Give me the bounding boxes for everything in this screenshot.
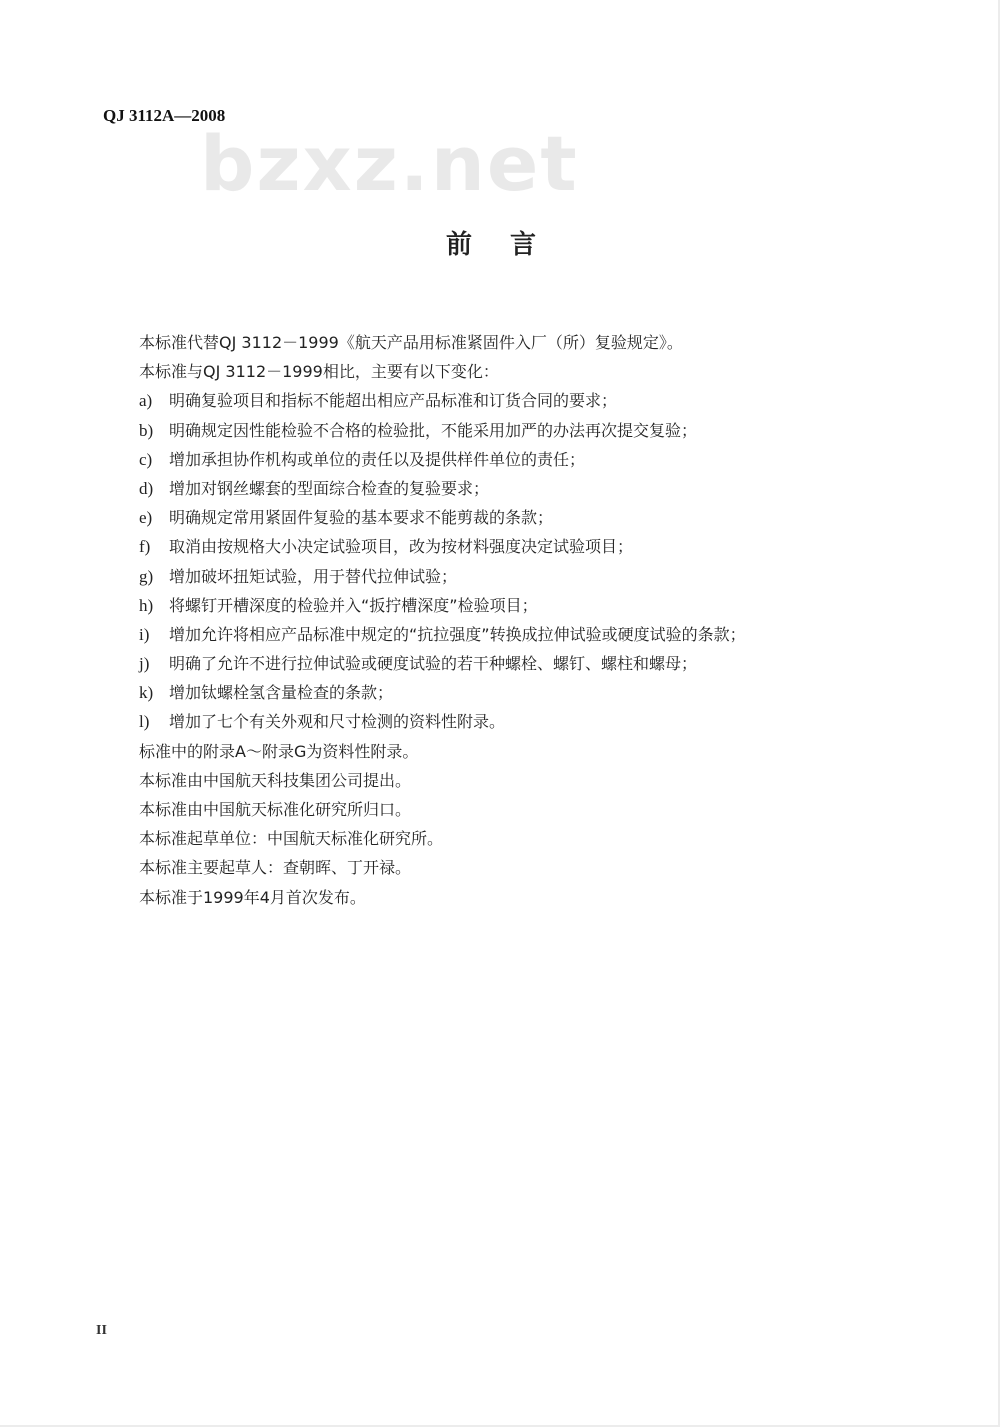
list-marker: h) [139, 595, 154, 615]
list-marker: l) [139, 712, 150, 732]
list-marker: k) [139, 683, 154, 703]
intro-paragraph-2: 本标准与QJ 3112－1999相比，主要有以下变化： [139, 362, 499, 382]
list-marker: f) [139, 537, 151, 557]
list-marker: b) [139, 420, 154, 440]
list-marker: a) [139, 391, 153, 411]
change-item-j [139, 649, 859, 678]
list-item-text: 增加了七个有关外观和尺寸检测的资料性附录。 [169, 712, 506, 732]
list-marker: c) [139, 449, 153, 469]
list-marker: i) [139, 624, 150, 644]
list-item-text: 增加破坏扭矩试验，用于替代拉伸试验； [169, 566, 458, 586]
list-item-text: 将螺钉开槽深度的检验并入“扳拧槽深度”检验项目； [169, 595, 538, 615]
section-title [446, 224, 536, 261]
change-item-h [139, 591, 859, 620]
change-item-g [139, 562, 859, 591]
list-item-text: 增加钛螺栓氢含量检查的条款； [169, 683, 394, 703]
change-item-k [139, 678, 859, 707]
proposer-note: 本标准由中国航天科技集团公司提出。 [139, 770, 412, 790]
list-marker: j) [139, 654, 150, 674]
change-item-e [139, 503, 859, 532]
document-code: QJ 3112A—2008 [103, 106, 226, 125]
change-item-c [139, 445, 859, 474]
change-item-b [139, 416, 859, 445]
title-char-1: 前 [446, 230, 473, 260]
change-item-f [139, 532, 859, 561]
change-item-d [139, 474, 859, 503]
list-item-text: 明确规定因性能检验不合格的检验批，不能采用加严的办法再次提交复验； [169, 420, 698, 440]
change-item-l [139, 707, 859, 736]
appendix-note: 标准中的附录A～附录G为资料性附录。 [139, 741, 419, 761]
list-marker: d) [139, 478, 154, 498]
list-item-text: 取消由按规格大小决定试验项目，改为按材料强度决定试验项目； [169, 537, 634, 557]
drafters-note: 本标准主要起草人：查朝晖、丁开禄。 [139, 858, 412, 878]
list-item-text: 增加允许将相应产品标准中规定的“抗拉强度”转换成拉伸试验或硬度试验的条款； [169, 624, 746, 644]
list-item-text: 明确了允许不进行拉伸试验或硬度试验的若干种螺栓、螺钉、螺柱和螺母； [169, 654, 698, 674]
first-release-note: 本标准于1999年4月首次发布。 [139, 887, 366, 907]
list-marker: e) [139, 508, 153, 528]
list-item-text: 明确复验项目和指标不能超出相应产品标准和订货合同的要求； [169, 391, 618, 411]
drafting-unit-note: 本标准起草单位：中国航天标准化研究所。 [139, 829, 444, 849]
change-item-a [139, 386, 859, 415]
centralized-unit-note: 本标准由中国航天标准化研究所归口。 [139, 800, 412, 819]
watermark: bzxz.net [200, 119, 579, 208]
list-item-text: 增加对钢丝螺套的型面综合检查的复验要求； [169, 478, 490, 498]
change-item-i [139, 620, 859, 649]
foreword-body [139, 328, 859, 912]
list-item-text: 明确规定常用紧固件复验的基本要求不能剪裁的条款； [169, 508, 554, 528]
list-marker: g) [139, 566, 154, 586]
intro-paragraph-1: 本标准代替QJ 3112－1999《航天产品用标准紧固件入厂（所）复验规定》。 [139, 333, 683, 352]
title-char-2: 言 [510, 230, 537, 260]
page-number: II [96, 1323, 107, 1338]
list-item-text: 增加承担协作机构或单位的责任以及提供样件单位的责任； [169, 449, 586, 469]
